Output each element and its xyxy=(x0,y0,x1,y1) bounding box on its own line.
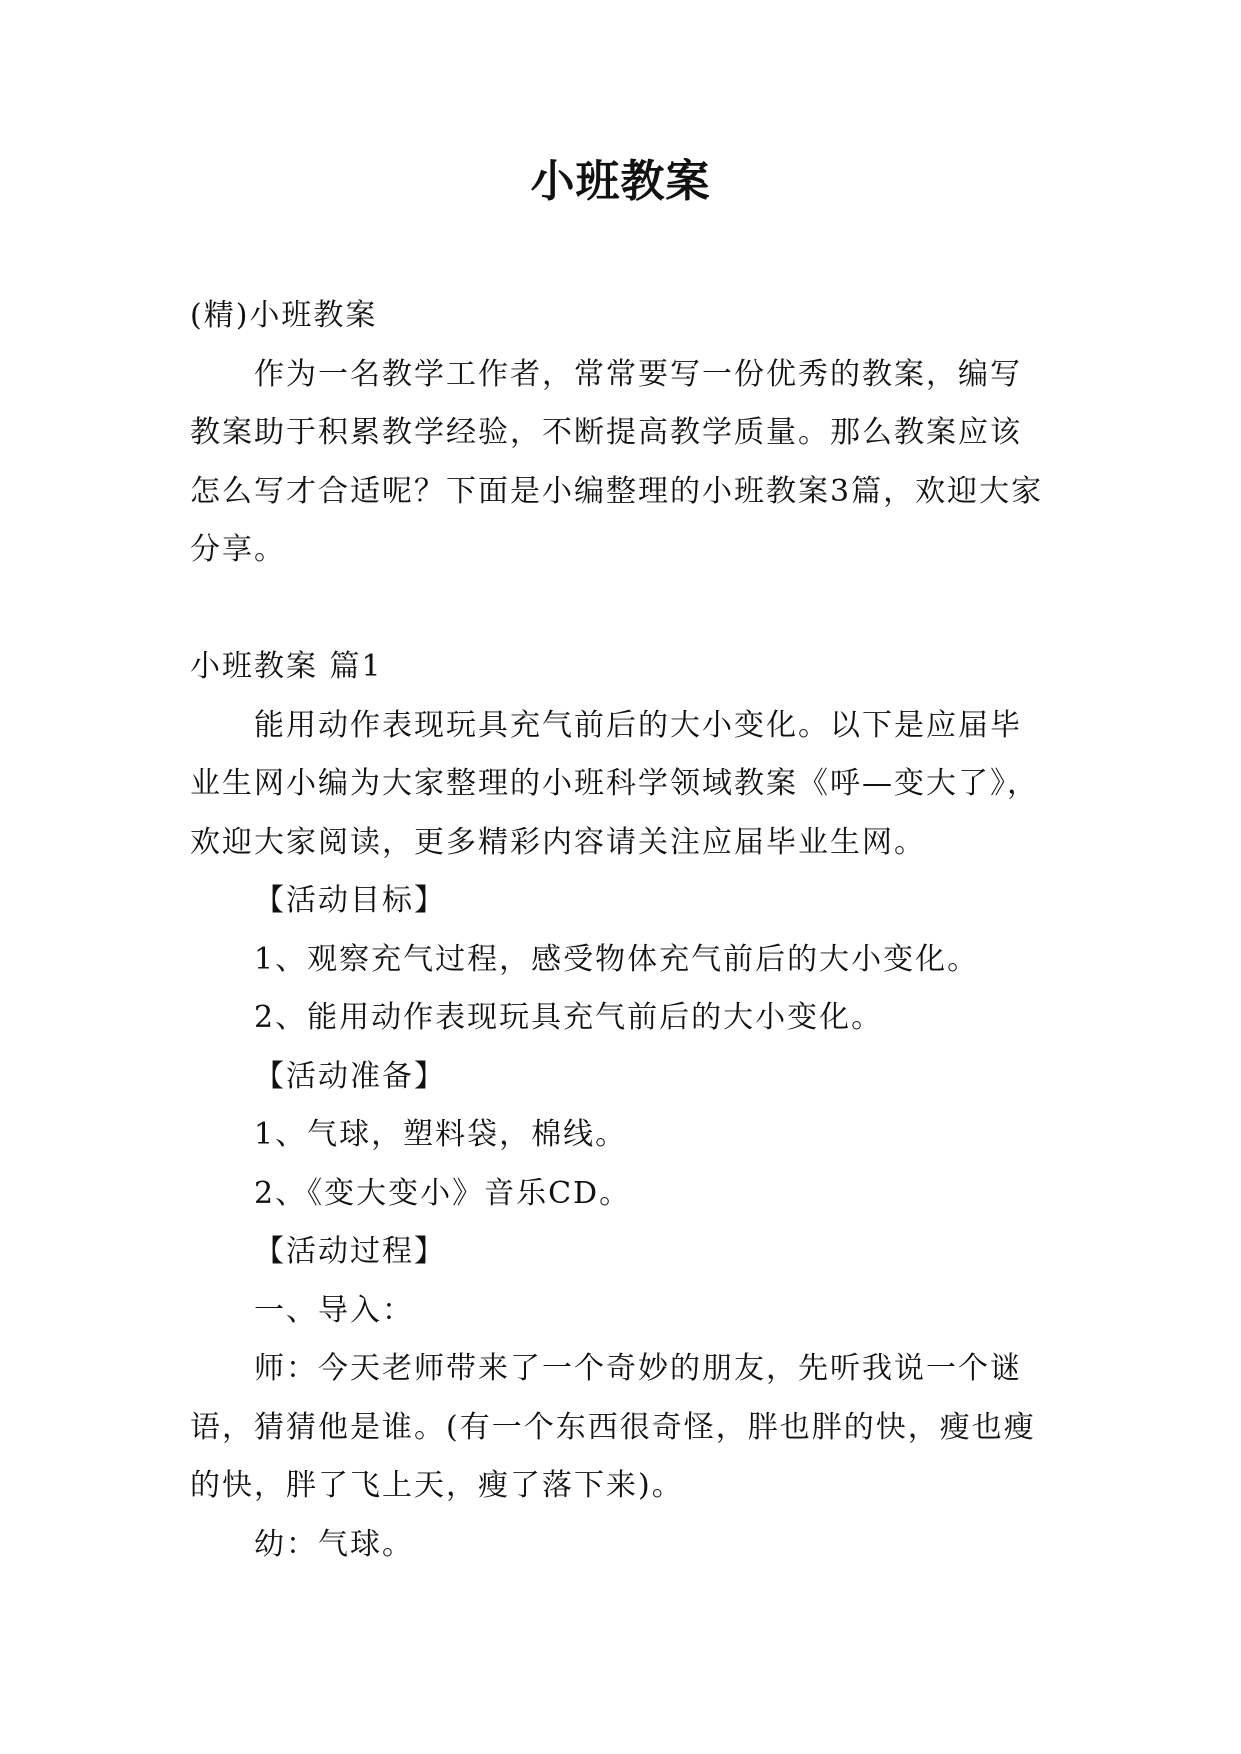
process-heading: 【活动过程】 xyxy=(254,1234,446,1269)
teacher-dialogue: 师：今天老师带来了一个奇妙的朋友，先听我说一个谜语，猜猜他是谁。(有一个东西很奇怪，胖也胖的快，瘦也瘦的快，胖了飞上天，瘦了落下来)。 xyxy=(190,1351,1036,1503)
section-intro-paragraph: 能用动作表现玩具充气前后的大小变化。以下是应届毕业生网小编为大家整理的小班科学领域教案《呼—变大了》，欢迎大家阅读，更多精彩内容请关注应届毕业生网。 xyxy=(190,707,1039,860)
document-body xyxy=(190,287,1050,1574)
child-dialogue: 幼：气球。 xyxy=(254,1526,414,1562)
paragraph-gap xyxy=(190,580,1050,639)
process-step-1: 一、导入： xyxy=(254,1292,414,1328)
prep-heading: 【活动准备】 xyxy=(254,1058,446,1094)
goal-item-1: 1、观察充气过程，感受物体充气前后的大小变化。 xyxy=(254,941,980,977)
goal-item-2: 2、能用动作表现玩具充气前后的大小变化。 xyxy=(254,1000,884,1035)
document-title: 小班教案 xyxy=(530,156,711,207)
document-subtitle: (精)小班教案 xyxy=(190,298,378,333)
prep-item-2: 2、《变大变小》音乐CD。 xyxy=(254,1175,632,1211)
section-heading: 小班教案 篇1 xyxy=(190,649,383,684)
prep-item-1: 1、气球，塑料袋，棉线。 xyxy=(254,1117,628,1152)
intro-paragraph: 作为一名教学工作者，常常要写一份优秀的教案，编写教案助于积累教学经验，不断提高教学质量。那么教案应该怎么写才合适呢？下面是小编整理的小班教案3篇，欢迎大家分享。 xyxy=(190,356,1044,567)
goals-heading: 【活动目标】 xyxy=(254,883,446,918)
